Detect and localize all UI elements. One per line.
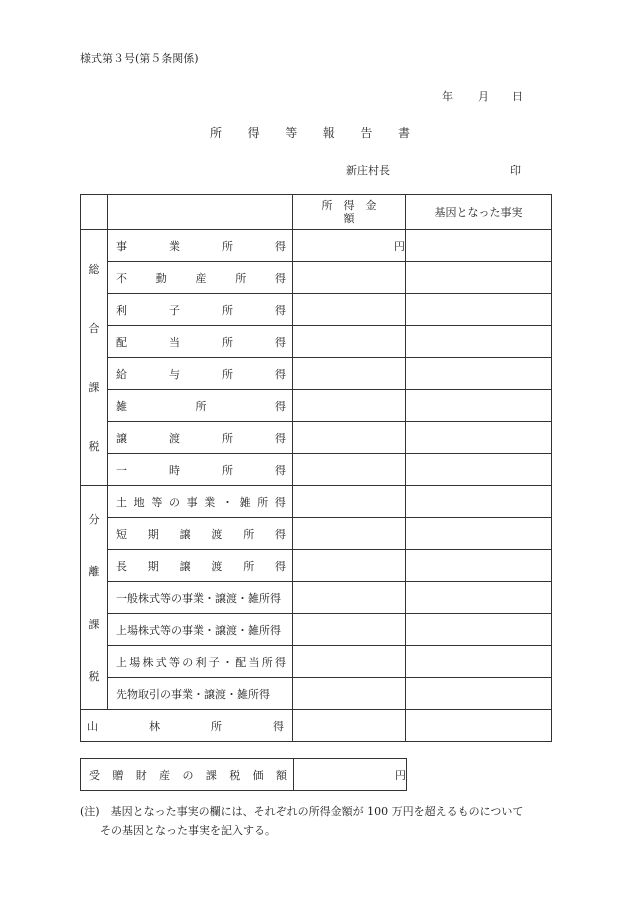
note-line-1: (注) 基因となった事実の欄には、それぞれの所得金額が 100 万円を超えるものについて — [80, 805, 524, 818]
title-char: 書 — [397, 126, 410, 140]
table-row — [81, 486, 552, 518]
category-bunri: 分 離 課 税 — [81, 486, 108, 710]
income-item-label: 土 地 等 の 事 業 ・ 雑 所 得 — [108, 486, 293, 518]
table-header-row — [81, 195, 552, 230]
income-table — [80, 194, 552, 742]
fact-input[interactable] — [406, 710, 552, 742]
amount-input[interactable] — [293, 486, 406, 518]
category-sogo: 総 合 課 税 — [81, 230, 108, 486]
income-item-label: 譲 渡 所 得 — [108, 422, 293, 454]
fact-input[interactable] — [406, 614, 552, 646]
table-row — [81, 646, 552, 678]
note-line-2: その基因となった事実を記入する。 — [100, 824, 276, 837]
date-day-label: 日 — [512, 90, 523, 103]
amount-input[interactable] — [293, 678, 406, 710]
date-year-label: 年 — [442, 90, 453, 103]
seal-mark: 印 — [510, 164, 521, 177]
income-item-label-sanrin: 山 林 所 得 — [81, 710, 293, 742]
amount-input[interactable] — [293, 294, 406, 326]
income-item-label: 配 当 所 得 — [108, 326, 293, 358]
income-item-label: 一 時 所 得 — [108, 454, 293, 486]
table-row — [81, 294, 552, 326]
title-char: 得 — [247, 126, 260, 140]
amount-input[interactable] — [293, 454, 406, 486]
table-row — [81, 262, 552, 294]
header-blank-cell — [108, 195, 293, 230]
table-row — [81, 550, 552, 582]
fact-input[interactable] — [406, 678, 552, 710]
amount-input[interactable] — [293, 710, 406, 742]
income-item-label: 事 業 所 得 — [108, 230, 293, 262]
title-char: 告 — [360, 126, 373, 140]
header-amount: 所 得 金 額 — [293, 195, 406, 230]
table-row — [81, 518, 552, 550]
form-number: 様式第３号(第５条関係) — [80, 52, 199, 65]
gift-label: 受 贈 財 産 の 課 税 価 額 — [81, 759, 294, 791]
fact-input[interactable] — [406, 454, 552, 486]
amount-input[interactable] — [293, 326, 406, 358]
amount-input[interactable]: 円 — [293, 230, 406, 262]
income-item-label: 先物取引の事業・譲渡・雑所得 — [108, 678, 293, 710]
income-item-label: 不 動 産 所 得 — [108, 262, 293, 294]
document-title — [210, 124, 410, 141]
fact-input[interactable] — [406, 422, 552, 454]
fact-input[interactable] — [406, 518, 552, 550]
fact-input[interactable] — [406, 358, 552, 390]
income-item-label: 短 期 譲 渡 所 得 — [108, 518, 293, 550]
table-row — [81, 358, 552, 390]
amount-input[interactable] — [293, 358, 406, 390]
amount-input[interactable] — [293, 614, 406, 646]
title-char: 所 — [210, 126, 223, 140]
fact-input[interactable] — [406, 550, 552, 582]
table-row — [81, 759, 407, 791]
table-row — [81, 230, 552, 262]
fact-input[interactable] — [406, 326, 552, 358]
amount-input[interactable] — [293, 390, 406, 422]
table-row — [81, 390, 552, 422]
table-row — [81, 422, 552, 454]
fact-input[interactable] — [406, 230, 552, 262]
fact-input[interactable] — [406, 646, 552, 678]
fact-input[interactable] — [406, 582, 552, 614]
amount-input[interactable] — [293, 646, 406, 678]
income-item-label: 長 期 譲 渡 所 得 — [108, 550, 293, 582]
gift-table — [80, 758, 407, 791]
header-fact: 基因となった事実 — [406, 195, 552, 230]
table-row — [81, 582, 552, 614]
table-row — [81, 326, 552, 358]
fact-input[interactable] — [406, 486, 552, 518]
fact-input[interactable] — [406, 262, 552, 294]
income-item-label: 上場株式等の事業・譲渡・雑所得 — [108, 614, 293, 646]
title-char: 等 — [285, 126, 298, 140]
table-row — [81, 454, 552, 486]
addressee: 新庄村長 — [346, 164, 390, 177]
amount-input[interactable] — [293, 262, 406, 294]
date-month-label: 月 — [478, 90, 489, 103]
fact-input[interactable] — [406, 390, 552, 422]
fact-input[interactable] — [406, 294, 552, 326]
table-row — [81, 710, 552, 742]
income-item-label: 利 子 所 得 — [108, 294, 293, 326]
amount-input[interactable] — [293, 518, 406, 550]
income-item-label: 給 与 所 得 — [108, 358, 293, 390]
income-item-label: 上 場 株 式 等 の 利 子 ・ 配 当 所 得 — [108, 646, 293, 678]
income-item-label: 雑 所 得 — [108, 390, 293, 422]
gift-amount-input[interactable]: 円 — [294, 759, 407, 791]
income-item-label: 一般株式等の事業・譲渡・雑所得 — [108, 582, 293, 614]
table-row — [81, 678, 552, 710]
amount-input[interactable] — [293, 422, 406, 454]
title-char: 報 — [322, 126, 335, 140]
table-row — [81, 614, 552, 646]
amount-input[interactable] — [293, 550, 406, 582]
header-blank-cell — [81, 195, 108, 230]
amount-input[interactable] — [293, 582, 406, 614]
